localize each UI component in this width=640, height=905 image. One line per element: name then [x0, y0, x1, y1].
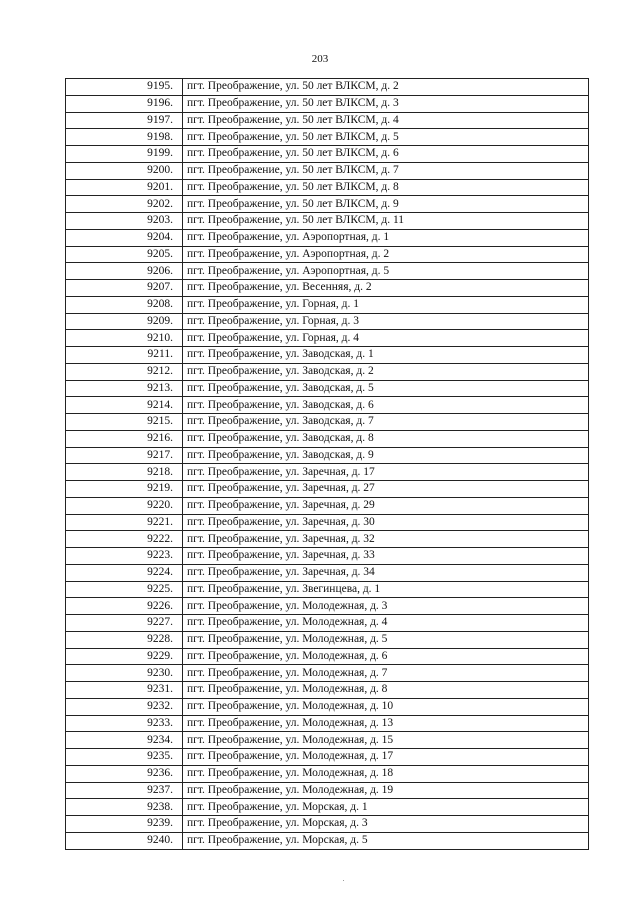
row-number-cell: 9210. — [66, 330, 183, 347]
row-number-cell: 9208. — [66, 296, 183, 313]
address-cell: пгт. Преображение, ул. Весенняя, д. 2 — [183, 280, 589, 297]
table-row — [66, 430, 589, 447]
address-cell: пгт. Преображение, ул. Молодежная, д. 5 — [183, 631, 589, 648]
table-row — [66, 648, 589, 665]
address-cell: пгт. Преображение, ул. 50 лет ВЛКСМ, д. 9 — [183, 196, 589, 213]
row-number-cell: 9196. — [66, 95, 183, 112]
table-row — [66, 263, 589, 280]
row-number-cell: 9218. — [66, 464, 183, 481]
table-row — [66, 246, 589, 263]
table-row — [66, 548, 589, 565]
table-row — [66, 698, 589, 715]
address-cell: пгт. Преображение, ул. Заводская, д. 6 — [183, 397, 589, 414]
table-row — [66, 665, 589, 682]
address-cell: пгт. Преображение, ул. Морская, д. 1 — [183, 799, 589, 816]
table-row — [66, 79, 589, 96]
row-number-cell: 9212. — [66, 363, 183, 380]
row-number-cell: 9236. — [66, 765, 183, 782]
table-row — [66, 531, 589, 548]
row-number-cell: 9235. — [66, 749, 183, 766]
row-number-cell: 9227. — [66, 615, 183, 632]
address-cell: пгт. Преображение, ул. Заречная, д. 34 — [183, 564, 589, 581]
address-cell: пгт. Преображение, ул. Заводская, д. 9 — [183, 447, 589, 464]
table-row — [66, 363, 589, 380]
table-row — [66, 313, 589, 330]
address-cell: пгт. Преображение, ул. 50 лет ВЛКСМ, д. 5 — [183, 129, 589, 146]
row-number-cell: 9223. — [66, 548, 183, 565]
table-row — [66, 832, 589, 849]
row-number-cell: 9226. — [66, 598, 183, 615]
table-row — [66, 464, 589, 481]
table-row — [66, 347, 589, 364]
address-cell: пгт. Преображение, ул. 50 лет ВЛКСМ, д. 2 — [183, 79, 589, 96]
row-number-cell: 9209. — [66, 313, 183, 330]
row-number-cell: 9238. — [66, 799, 183, 816]
address-cell: пгт. Преображение, ул. Аэропортная, д. 1 — [183, 229, 589, 246]
row-number-cell: 9233. — [66, 715, 183, 732]
row-number-cell: 9240. — [66, 832, 183, 849]
table-row — [66, 497, 589, 514]
address-cell: пгт. Преображение, ул. Молодежная, д. 7 — [183, 665, 589, 682]
table-row — [66, 615, 589, 632]
table-row — [66, 631, 589, 648]
table-row — [66, 330, 589, 347]
row-number-cell: 9222. — [66, 531, 183, 548]
address-cell: пгт. Преображение, ул. 50 лет ВЛКСМ, д. 3 — [183, 95, 589, 112]
row-number-cell: 9220. — [66, 497, 183, 514]
address-cell: пгт. Преображение, ул. Заречная, д. 32 — [183, 531, 589, 548]
row-number-cell: 9198. — [66, 129, 183, 146]
address-cell: пгт. Преображение, ул. Заводская, д. 8 — [183, 430, 589, 447]
address-cell: пгт. Преображение, ул. Заречная, д. 29 — [183, 497, 589, 514]
row-number-cell: 9200. — [66, 162, 183, 179]
table-row — [66, 296, 589, 313]
row-number-cell: 9204. — [66, 229, 183, 246]
table-row — [66, 129, 589, 146]
scan-speck — [343, 880, 344, 881]
table-row — [66, 816, 589, 833]
address-cell: пгт. Преображение, ул. Молодежная, д. 8 — [183, 682, 589, 699]
address-cell: пгт. Преображение, ул. Морская, д. 3 — [183, 816, 589, 833]
table-row — [66, 799, 589, 816]
row-number-cell: 9228. — [66, 631, 183, 648]
row-number-cell: 9225. — [66, 581, 183, 598]
address-table — [65, 78, 589, 850]
table-row — [66, 682, 589, 699]
row-number-cell: 9234. — [66, 732, 183, 749]
table-row — [66, 481, 589, 498]
row-number-cell: 9199. — [66, 146, 183, 163]
address-cell: пгт. Преображение, ул. Молодежная, д. 15 — [183, 732, 589, 749]
table-row — [66, 280, 589, 297]
table-row — [66, 95, 589, 112]
address-cell: пгт. Преображение, ул. Заводская, д. 2 — [183, 363, 589, 380]
row-number-cell: 9221. — [66, 514, 183, 531]
address-cell: пгт. Преображение, ул. Звегинцева, д. 1 — [183, 581, 589, 598]
table-row — [66, 213, 589, 230]
address-cell: пгт. Преображение, ул. Заводская, д. 1 — [183, 347, 589, 364]
row-number-cell: 9202. — [66, 196, 183, 213]
row-number-cell: 9237. — [66, 782, 183, 799]
address-cell: пгт. Преображение, ул. Заводская, д. 5 — [183, 380, 589, 397]
table-row — [66, 179, 589, 196]
table-row — [66, 732, 589, 749]
address-cell: пгт. Преображение, ул. Горная, д. 3 — [183, 313, 589, 330]
address-cell: пгт. Преображение, ул. Заречная, д. 30 — [183, 514, 589, 531]
row-number-cell: 9205. — [66, 246, 183, 263]
address-cell: пгт. Преображение, ул. Молодежная, д. 6 — [183, 648, 589, 665]
address-cell: пгт. Преображение, ул. Горная, д. 4 — [183, 330, 589, 347]
address-cell: пгт. Преображение, ул. Горная, д. 1 — [183, 296, 589, 313]
address-cell: пгт. Преображение, ул. Заречная, д. 17 — [183, 464, 589, 481]
row-number-cell: 9230. — [66, 665, 183, 682]
address-cell: пгт. Преображение, ул. 50 лет ВЛКСМ, д. 11 — [183, 213, 589, 230]
address-cell: пгт. Преображение, ул. 50 лет ВЛКСМ, д. 4 — [183, 112, 589, 129]
address-cell: пгт. Преображение, ул. Аэропортная, д. 5 — [183, 263, 589, 280]
row-number-cell: 9216. — [66, 430, 183, 447]
table-row — [66, 598, 589, 615]
table-row — [66, 749, 589, 766]
address-cell: пгт. Преображение, ул. Молодежная, д. 19 — [183, 782, 589, 799]
row-number-cell: 9229. — [66, 648, 183, 665]
table-row — [66, 162, 589, 179]
table-row — [66, 380, 589, 397]
table-row — [66, 514, 589, 531]
address-cell: пгт. Преображение, ул. 50 лет ВЛКСМ, д. 8 — [183, 179, 589, 196]
row-number-cell: 9231. — [66, 682, 183, 699]
table-row — [66, 397, 589, 414]
address-cell: пгт. Преображение, ул. Молодежная, д. 4 — [183, 615, 589, 632]
row-number-cell: 9215. — [66, 414, 183, 431]
table-row — [66, 447, 589, 464]
address-cell: пгт. Преображение, ул. Аэропортная, д. 2 — [183, 246, 589, 263]
table-row — [66, 229, 589, 246]
address-cell: пгт. Преображение, ул. Заречная, д. 33 — [183, 548, 589, 565]
row-number-cell: 9214. — [66, 397, 183, 414]
address-cell: пгт. Преображение, ул. 50 лет ВЛКСМ, д. 6 — [183, 146, 589, 163]
row-number-cell: 9201. — [66, 179, 183, 196]
address-cell: пгт. Преображение, ул. Молодежная, д. 18 — [183, 765, 589, 782]
row-number-cell: 9206. — [66, 263, 183, 280]
row-number-cell: 9217. — [66, 447, 183, 464]
row-number-cell: 9213. — [66, 380, 183, 397]
table-row — [66, 564, 589, 581]
address-cell: пгт. Преображение, ул. Заводская, д. 7 — [183, 414, 589, 431]
address-cell: пгт. Преображение, ул. Молодежная, д. 10 — [183, 698, 589, 715]
address-cell: пгт. Преображение, ул. Молодежная, д. 13 — [183, 715, 589, 732]
address-table-body — [66, 79, 589, 850]
address-cell: пгт. Преображение, ул. Молодежная, д. 3 — [183, 598, 589, 615]
row-number-cell: 9197. — [66, 112, 183, 129]
table-row — [66, 112, 589, 129]
address-cell: пгт. Преображение, ул. Заречная, д. 27 — [183, 481, 589, 498]
row-number-cell: 9195. — [66, 79, 183, 96]
row-number-cell: 9207. — [66, 280, 183, 297]
address-cell: пгт. Преображение, ул. Морская, д. 5 — [183, 832, 589, 849]
row-number-cell: 9203. — [66, 213, 183, 230]
address-cell: пгт. Преображение, ул. 50 лет ВЛКСМ, д. 7 — [183, 162, 589, 179]
row-number-cell: 9211. — [66, 347, 183, 364]
table-row — [66, 414, 589, 431]
page-number: 203 — [311, 53, 329, 65]
table-row — [66, 765, 589, 782]
table-row — [66, 782, 589, 799]
row-number-cell: 9219. — [66, 481, 183, 498]
row-number-cell: 9232. — [66, 698, 183, 715]
table-row — [66, 715, 589, 732]
address-cell: пгт. Преображение, ул. Молодежная, д. 17 — [183, 749, 589, 766]
row-number-cell: 9224. — [66, 564, 183, 581]
table-row — [66, 581, 589, 598]
row-number-cell: 9239. — [66, 816, 183, 833]
table-row — [66, 196, 589, 213]
table-row — [66, 146, 589, 163]
